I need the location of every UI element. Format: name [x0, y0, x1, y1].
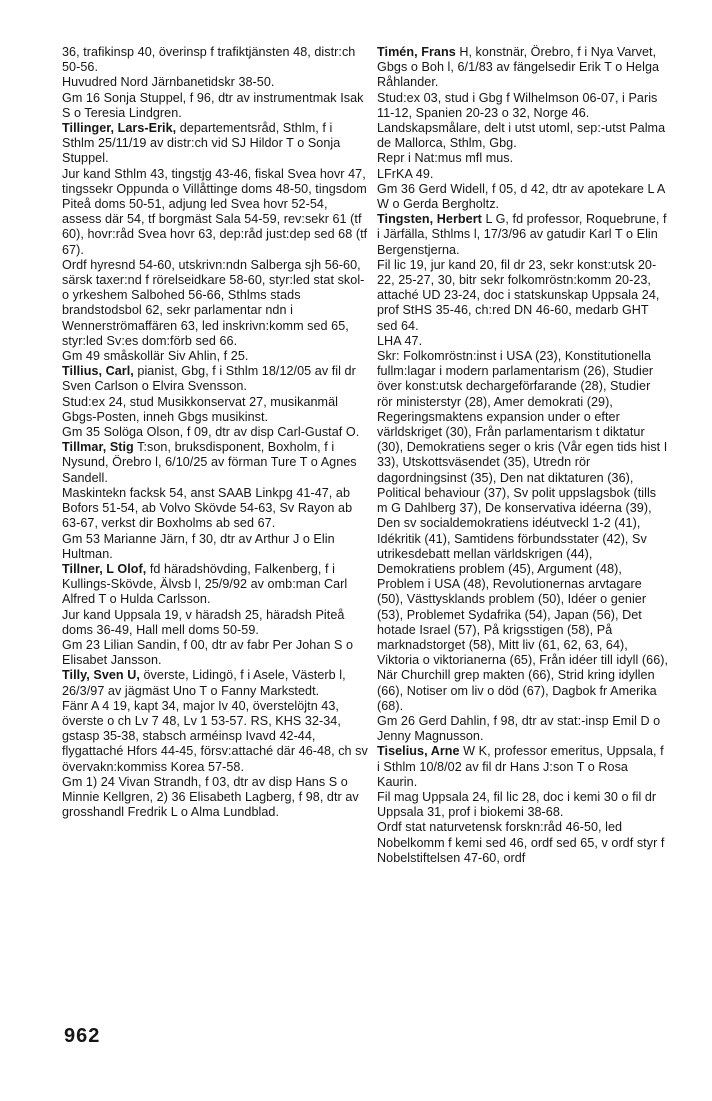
entry-text: Huvudred Nord Järnbanetidskr 38-50.: [62, 75, 275, 90]
entry-text: Gm 23 Lilian Sandin, f 00, dtr av fabr Per Johan S o Elisabet Jansson.: [62, 637, 354, 668]
entry-text: Fänr A 4 19, kapt 34, major Iv 40, överstelöjtn 43, överste o ch Lv 7 48, Lv 1 53-57. RS, KHS 32-34, gstasp 35-38, stabsch arméinsp Ivavd 42-44, flygattaché Hfors 44-45, försv:attaché där 46-48, ch sv övervakn:kommiss Korea 57-58.: [62, 698, 368, 774]
left-column: [62, 45, 368, 820]
entry-intro: [377, 744, 669, 790]
entry-tillmar: [62, 440, 368, 562]
entry-text: LFrKA 49.: [377, 166, 434, 181]
entry-text: Gm 49 småskollär Siv Ahlin, f 25.: [62, 349, 249, 364]
entry-text: Ordf hyresnd 54-60, utskrivn:ndn Salberga sjh 56-60, särsk taxer:nd f rörelseidkare 58-60, styr:led stat skol- o yrkeshem Salbohed 56-66, Sthlms stads brandstodsbol 62, sekr parlamentar ndn i Wennerströmaffären 63, led inskrivn:komm sed 65, styr:led Sv:es dom:förb sed 66.: [62, 257, 365, 348]
entry-intro-text: L G, fd professor, Roquebrune, f i Järfälla, Sthlms l, 17/3/96 av gatudir Karl T o Elin Bergenstjerna.: [377, 212, 667, 257]
entry-text: Repr i Nat:mus mfl mus.: [377, 151, 514, 166]
page-number: 962: [64, 1025, 101, 1047]
entry-text: Stud:ex 24, stud Musikkonservat 27, musikanmäl Gbgs-Posten, inneh Gbgs musikinst.: [62, 394, 338, 424]
entry-name: Tillner, L Olof,: [62, 561, 147, 576]
entry-intro: [377, 212, 669, 258]
entry-text: Gm 53 Marianne Järn, f 30, dtr av Arthur J o Elin Hultman.: [62, 531, 335, 561]
entry-text: Gm 1) 24 Vivan Strandh, f 03, dtr av disp Hans S o Minnie Kellgren, 2) 36 Elisabeth Lagberg, f 98, dtr av grosshandl Fredrik L o Alma Lundblad.: [62, 774, 359, 820]
entry-name: Tiselius, Arne: [377, 744, 460, 759]
entry-name: Tillinger, Lars-Erik,: [62, 121, 177, 136]
right-column: [377, 45, 669, 866]
entry-name: Timén, Frans: [377, 45, 456, 59]
entry-tillius: [62, 364, 368, 440]
entry-text: LHA 47.: [377, 333, 423, 348]
entry-tingsten: [377, 212, 669, 744]
entry-name: Tingsten, Herbert: [377, 212, 482, 227]
entry-intro-text: överste, Lidingö, f i Asele, Västerb l, 26/3/97 av jägmäst Uno T o Fanny Markstedt.: [62, 668, 346, 698]
entry-name: Tillmar, Stig: [62, 440, 134, 455]
entry-timen: [377, 45, 669, 212]
entry-text: 36, trafikinsp 40, överinsp f trafiktjänsten 48, distr:ch 50-56.: [62, 45, 356, 75]
entry-intro: [377, 45, 669, 91]
entry-name: Tilly, Sven U,: [62, 668, 140, 683]
entry-tillner: [62, 562, 368, 668]
entry-intro-text: departementsråd, Sthlm, f i Sthlm 25/11/19 av distr:ch vid SJ Hildor T o Sonja Stuppel.: [62, 121, 341, 166]
entry-text: Maskintekn facksk 54, anst SAAB Linkpg 41-47, ab Bofors 51-54, ab Volvo Skövde 54-63, Sv Rayon ab 63-67, verkst dir Boxholms ab sed 67.: [62, 485, 353, 531]
entry-text: Ordf stat naturvetensk forskn:råd 46-50, led Nobelkomm f kemi sed 46, ordf sed 65, v ordf styr f Nobelstiftelsen 47-60, ordf: [377, 820, 665, 865]
entry-intro-text: W K, professor emeritus, Uppsala, f i Sthlm 10/8/02 av fil dr Hans J:son T o Rosa Kaurin.: [377, 744, 664, 789]
entry-text: Fil lic 19, jur kand 20, fil dr 23, sekr konst:utsk 20-22, 25-27, 30, bitr sekr folkomröstn:komm 20-23, attaché UD 23-24, doc i statskunskap Uppsala 24, prof StHS 35-46, ch:red DN 46-60, medarb GHT sed 64.: [377, 257, 660, 333]
entry-intro-text: H, konstnär, Örebro, f i Nya Varvet, Gbgs o Boh l, 6/1/83 av fängelsedir Erik T o Helga Råhlander.: [377, 45, 660, 90]
entry-text: Fil mag Uppsala 24, fil lic 28, doc i kemi 30 o fil dr Uppsala 31, prof i biokemi 38-68.: [377, 789, 657, 820]
entry-intro: [62, 364, 368, 394]
entry-tillinger: [62, 121, 368, 364]
entry-tilly: [62, 668, 368, 820]
entry-text: Landskapsmålare, delt i utst utoml, sep:-utst Palma de Mallorca, Sthlm, Gbg.: [377, 121, 666, 151]
entry-intro: [62, 440, 368, 486]
entry-tiselius: [377, 744, 669, 866]
entry-text: Skr: Folkomröstn:inst i USA (23), Konstitutionella fullm:lagar i modern parlamentarism (26), Studier över konst:utsk dechargeförfarande (28), Studier rör ministerstyr (28), Amer demokrati (29), Regeringsmaktens expansion under o efter världskriget (30), Från parlamentarism t diktatur (30), Demokratiens seger o kris (Vår egen tids hist I 33), Utskottsväsendet (35), Utredn rör dagordningsinst (35), Den nat diktaturen (36), Political behaviour (37), Sv polit uppslagsbok (tills m G Dahlberg 37), De konservativa idéerna (39), Den sv socialdemokratiens idéutveckl 1-2 (41), Idékritik (41), Samtidens förbundsstater (42), Sv utrikesdebatt mellan världskrigen (44), Demokratiens problem (45), Argument (48), Problem i USA (48), Revolutionernas arvtagare (50), Västtysklands problem (50), Idéer o genier (53), Problemet Sydafrika (54), Japan (56), Det hotade Israel (57), På krigsstigen (58), På marknadstorget (58), Mitt liv (61, 62, 63, 64), Viktoria o viktorianerna (65), Från idéer till idyll (66), När Churchill grep makten (66), Strid kring idyllen (66), Notiser om liv o död (67), Dagbok fr Amerika (68).: [377, 349, 669, 713]
entry-intro-text: pianist, Gbg, f i Sthlm 18/12/05 av fil dr Sven Carlson o Elvira Svensson.: [62, 364, 356, 394]
entry-text: Gm 26 Gerd Dahlin, f 98, dtr av stat:-insp Emil D o Jenny Magnusson.: [377, 713, 661, 744]
entry-intro: [62, 121, 368, 167]
entry-text: Gm 36 Gerd Widell, f 05, d 42, dtr av apotekare L A W o Gerda Bergholtz.: [377, 181, 665, 212]
entry-text: Jur kand Sthlm 43, tingstjg 43-46, fiskal Svea hovr 47, tingssekr Oppunda o Villåttinge doms 48-50, tingsdom Piteå doms 50-51, adjung led Svea hovr 52-54, assess där 54, tf borgmäst Sala 54-59, rev:sekr 61 (tf 60), hovr:råd Svea hovr 63, dep:råd just:dep sed 68 (tf 67).: [62, 166, 368, 257]
entry-text: Jur kand Uppsala 19, v häradsh 25, häradsh Piteå doms 36-49, Hall mell doms 50-59.: [62, 607, 345, 637]
entry-name: Tillius, Carl,: [62, 364, 134, 379]
entry-intro: [62, 668, 368, 698]
entry-intro: [62, 562, 368, 608]
entry-intro-text: fd häradshövding, Falkenberg, f i Kullings-Skövde, Älvsb l, 25/9/92 av omb:man Carl Alfred T o Hulda Carlsson.: [62, 561, 348, 607]
entry-text: Gm 16 Sonja Stuppel, f 96, dtr av instrumentmak Isak S o Teresia Lindgren.: [62, 90, 364, 120]
entry-text: Gm 35 Solöga Olson, f 09, dtr av disp Carl-Gustaf O.: [62, 425, 360, 440]
entry-text: Stud:ex 03, stud i Gbg f Wilhelmson 06-07, i Paris 11-12, Spanien 20-23 o 32, Norge 46.: [377, 90, 658, 120]
entry-intro-text: T:son, bruksdisponent, Boxholm, f i Nysund, Örebro l, 6/10/25 av förman Ture T o Agnes Sandell.: [62, 440, 357, 485]
